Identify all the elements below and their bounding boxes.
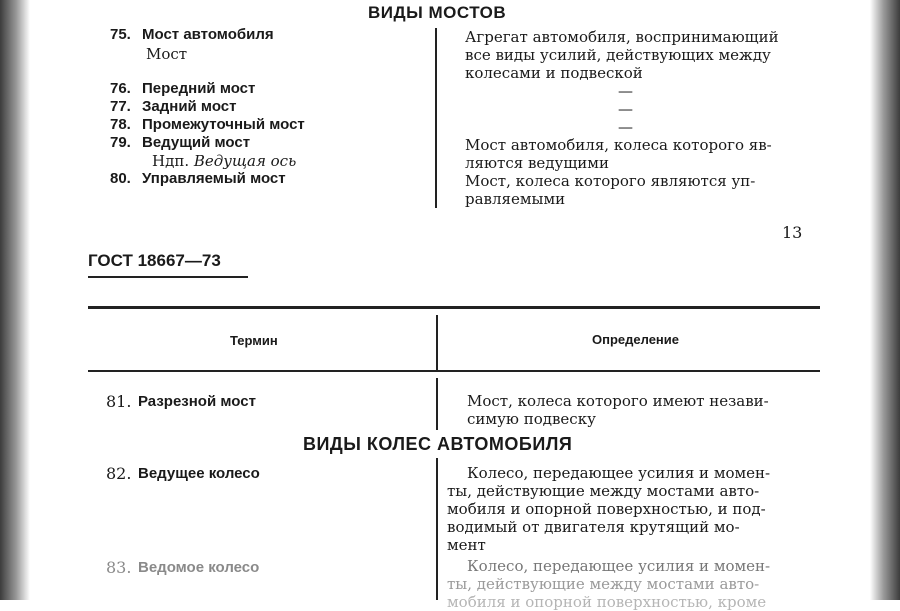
def-83-line-2: ты, действующие между мостами авто- bbox=[447, 575, 760, 593]
row-82-83-divider bbox=[436, 458, 438, 600]
row-81-divider bbox=[436, 378, 438, 430]
def-80-line-2: равляемыми bbox=[465, 190, 566, 208]
def-82-line-4: водимый от двигателя крутящий мо- bbox=[447, 518, 740, 536]
def-82-line-2: ты, действующие между мостами авто- bbox=[447, 482, 760, 500]
def-75-line-2: все виды усилий, действующих между bbox=[465, 46, 771, 64]
term-77-number: 77. bbox=[110, 98, 131, 115]
def-76-dash: — bbox=[618, 82, 633, 100]
term-75-number: 75. bbox=[110, 26, 131, 43]
term-79-number: 79. bbox=[110, 134, 131, 151]
def-82-line-1: Колесо, передающее усилия и момен- bbox=[467, 464, 771, 482]
term-78-number: 78. bbox=[110, 116, 131, 133]
standard-designation: ГОСТ 18667—73 bbox=[88, 251, 221, 270]
def-78-dash: — bbox=[618, 118, 633, 136]
term-83-number: 83. bbox=[106, 558, 132, 577]
def-77-dash: — bbox=[618, 100, 633, 118]
def-75-line-1: Агрегат автомобиля, воспринимающий bbox=[465, 28, 779, 46]
standard-underline bbox=[88, 276, 248, 278]
section-title-bridges: ВИДЫ МОСТОВ bbox=[368, 3, 507, 22]
top-column-divider bbox=[435, 28, 437, 208]
section-title-wheels: ВИДЫ КОЛЕС АВТОМОБИЛЯ bbox=[303, 434, 573, 454]
term-77-name: Задний мост bbox=[142, 98, 237, 115]
term-75-short: Мост bbox=[146, 45, 188, 63]
def-81-line-2: симую подвеску bbox=[467, 410, 596, 428]
def-79-line-2: ляются ведущими bbox=[465, 154, 609, 172]
header-term: Термин bbox=[230, 333, 278, 348]
def-75-line-3: колесами и подвеской bbox=[465, 64, 643, 82]
term-81-number: 81. bbox=[106, 392, 132, 411]
term-82-name: Ведущее колесо bbox=[138, 465, 260, 482]
def-81-line-1: Мост, колеса которого имеют незави- bbox=[467, 392, 769, 410]
term-83-name: Ведомое колесо bbox=[138, 559, 260, 576]
term-79-nonpreferred bbox=[152, 152, 296, 170]
term-82-number: 82. bbox=[106, 464, 132, 483]
table-top-rule bbox=[88, 306, 820, 309]
term-81-name: Разрезной мост bbox=[138, 393, 256, 410]
header-definition: Определение bbox=[592, 332, 680, 347]
term-76-name: Передний мост bbox=[142, 80, 256, 97]
def-80-line-1: Мост, колеса которого являются уп- bbox=[465, 172, 756, 190]
left-scan-edge bbox=[0, 0, 30, 600]
nonpreferred-term: Ведущая ось bbox=[193, 152, 297, 170]
def-82-line-3: мобиля и опорной поверхностью, и под- bbox=[447, 500, 766, 518]
term-75-name: Мост автомобиля bbox=[142, 26, 274, 43]
def-83-line-3: мобиля и опорной поверхностью, кроме bbox=[447, 593, 767, 611]
def-82-line-5: мент bbox=[447, 536, 486, 554]
right-scan-edge bbox=[870, 0, 900, 600]
header-bottom-rule bbox=[88, 370, 820, 372]
term-80-name: Управляемый мост bbox=[142, 170, 286, 187]
header-column-divider bbox=[436, 315, 438, 370]
def-79-line-1: Мост автомобиля, колеса которого яв- bbox=[465, 136, 772, 154]
def-83-line-1: Колесо, передающее усилия и момен- bbox=[467, 557, 771, 575]
term-78-name: Промежуточный мост bbox=[142, 116, 305, 133]
term-76-number: 76. bbox=[110, 80, 131, 97]
term-80-number: 80. bbox=[110, 170, 131, 187]
term-79-name: Ведущий мост bbox=[142, 134, 251, 151]
nonpreferred-prefix: Ндп. bbox=[152, 152, 190, 170]
page-number: 13 bbox=[782, 223, 803, 242]
